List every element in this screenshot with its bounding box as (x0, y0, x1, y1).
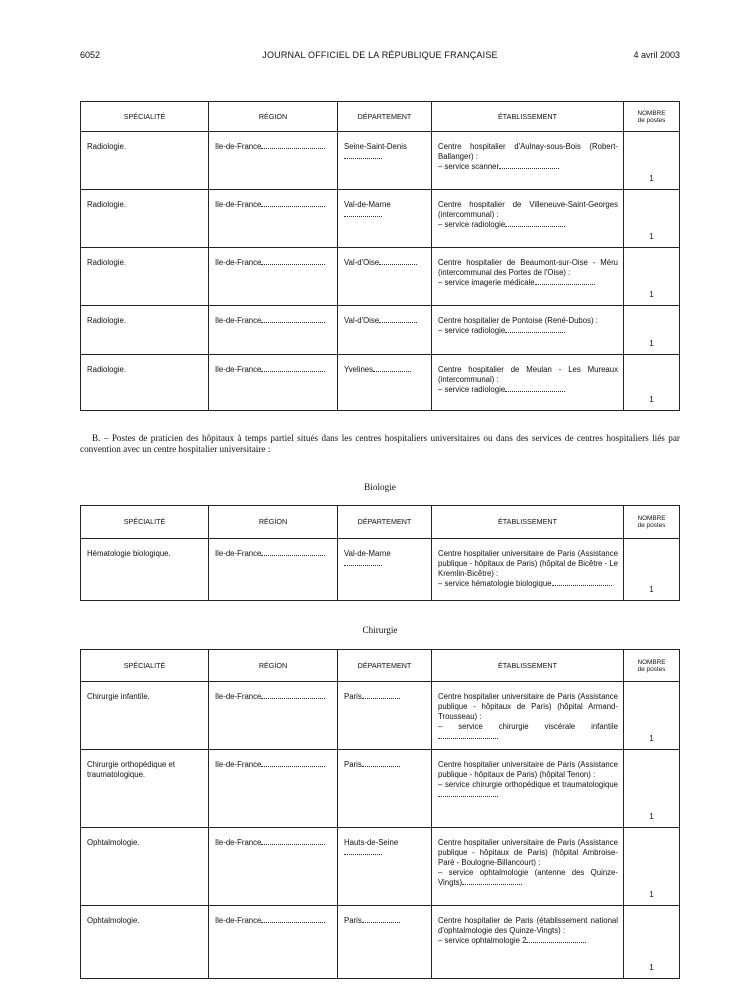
column-header-nombre: NOMBRE de postes (624, 102, 680, 132)
dot-leader (261, 549, 325, 556)
nombre-value: 1 (649, 290, 654, 299)
cell-departement (338, 682, 432, 750)
nombre-value: 1 (649, 963, 654, 972)
column-header-etablissement: ÉTABLISSEMENT (432, 506, 624, 539)
cell-etablissement (432, 306, 624, 355)
dot-leader (505, 220, 565, 227)
specialite-text: Radiologie. (87, 142, 127, 151)
page-number: 6052 (80, 50, 101, 60)
nombre-value: 1 (649, 395, 654, 404)
dot-leader (526, 936, 586, 943)
etablissement-text: Centre hospitalier de Meulan - Les Mureaux (intercommunal) : (438, 365, 618, 384)
radiology-posts-table (80, 101, 680, 411)
service-text: – service scanner (438, 162, 500, 171)
cell-departement (338, 306, 432, 355)
cell-region (209, 306, 338, 355)
etablissement-text: Centre hospitalier universitaire de Paris (Assistance publique - hôpitaux de Paris) (hôpital Tenon) : (438, 760, 618, 779)
region-text: Ile-de-France (215, 916, 262, 925)
region-text: Ile-de-France (215, 838, 262, 847)
column-header-etablissement: ÉTABLISSEMENT (432, 650, 624, 682)
nombre-value: 1 (649, 585, 654, 594)
region-text: Ile-de-France (215, 549, 262, 558)
cell-etablissement (432, 248, 624, 306)
nombre-value: 1 (649, 890, 654, 899)
table-row (81, 682, 680, 750)
dot-leader (535, 278, 595, 285)
specialite-text: Radiologie. (87, 316, 127, 325)
biology-posts-table (80, 505, 680, 601)
cell-region (209, 828, 338, 906)
departement-text: Val-d'Oise (344, 316, 380, 325)
etablissement-text: Centre hospitalier universitaire de Paris (Assistance publique - hôpitaux de Paris) (hôpital de Bicêtre - Le Kremlin-Bicêtre) : (438, 549, 618, 578)
service-line (438, 579, 618, 589)
dot-leader (373, 365, 411, 372)
dot-leader (344, 559, 382, 566)
column-header-region: RÉGION (209, 506, 338, 539)
specialite-text: Chirurgie infantile. (87, 692, 150, 701)
dot-leader (438, 732, 498, 739)
table-row (81, 828, 680, 906)
dot-leader (261, 200, 325, 207)
departement-text: Hauts-de-Seine (344, 838, 399, 847)
region-text: Ile-de-France (215, 316, 262, 325)
dot-leader (362, 916, 400, 923)
cell-departement (338, 906, 432, 979)
nombre-value: 1 (649, 812, 654, 821)
cell-etablissement (432, 906, 624, 979)
cell-departement (338, 828, 432, 906)
cell-nombre (624, 828, 680, 906)
specialite-text: Radiologie. (87, 258, 127, 267)
departement-text: Val-de-Marne (344, 200, 391, 209)
specialite-text: Hématologie biologique. (87, 549, 171, 558)
column-header-specialite: SPÉCIALITÉ (81, 506, 209, 539)
service-line (438, 722, 618, 742)
specialite-text: Ophtalmologie. (87, 838, 140, 847)
region-text: Ile-de-France (215, 692, 262, 701)
nombre-value: 1 (649, 232, 654, 241)
service-text: – service radiologie (438, 220, 506, 229)
dot-leader (462, 878, 522, 885)
service-text: – service ophtalmologie (antenne des Quinze-Vingts) (438, 868, 618, 887)
departement-text: Val-d'Oise (344, 258, 380, 267)
cell-nombre (624, 190, 680, 248)
cell-specialite (81, 190, 209, 248)
dot-leader (261, 258, 325, 265)
column-header-nombre: NOMBRE de postes (624, 650, 680, 682)
specialite-text: Radiologie. (87, 200, 127, 209)
cell-region (209, 248, 338, 306)
region-text: Ile-de-France (215, 258, 262, 267)
departement-text: Val-de-Marne (344, 549, 391, 558)
column-header-departement: DÉPARTEMENT (338, 102, 432, 132)
specialite-text: Radiologie. (87, 365, 127, 374)
service-line (438, 868, 618, 888)
departement-text: Paris (344, 760, 362, 769)
service-line (438, 936, 618, 946)
dot-leader (362, 760, 400, 767)
cell-departement (338, 190, 432, 248)
cell-region (209, 539, 338, 601)
surgery-posts-table (80, 649, 680, 979)
dot-leader (261, 760, 325, 767)
service-text: – service hématologie biologique (438, 579, 552, 588)
cell-specialite (81, 682, 209, 750)
cell-specialite (81, 355, 209, 411)
dot-leader (344, 848, 382, 855)
cell-departement (338, 355, 432, 411)
nombre-value: 1 (649, 734, 654, 743)
cell-region (209, 355, 338, 411)
service-text: – service radiologie (438, 326, 506, 335)
column-header-departement: DÉPARTEMENT (338, 506, 432, 539)
column-header-region: RÉGION (209, 102, 338, 132)
service-text: – service radiologie (438, 385, 506, 394)
etablissement-text: Centre hospitalier universitaire de Paris (Assistance publique - hôpitaux de Paris) (hôpital Armand-Trousseau) : (438, 692, 618, 721)
region-text: Ile-de-France (215, 142, 262, 151)
table-row (81, 355, 680, 411)
region-text: Ile-de-France (215, 200, 262, 209)
cell-specialite (81, 906, 209, 979)
cell-departement (338, 248, 432, 306)
cell-specialite (81, 750, 209, 828)
dot-leader (438, 790, 498, 797)
dot-leader (505, 385, 565, 392)
cell-etablissement (432, 682, 624, 750)
service-line (438, 162, 618, 172)
dot-leader (261, 692, 325, 699)
dot-leader (552, 579, 612, 586)
dot-leader (379, 258, 417, 265)
service-text: – service chirurgie viscérale infantile (438, 722, 618, 731)
dot-leader (261, 316, 325, 323)
paragraph-b: B. – Postes de praticien des hôpitaux à temps partiel situés dans les centres hospitaliers universitaires ou dans des services de centres hospitaliers liés par convention avec un centre hospitalier universitaire : (80, 433, 680, 454)
dot-leader (344, 152, 382, 159)
specialite-text: Chirurgie orthopédique et traumatologique. (87, 760, 175, 779)
specialite-text: Ophtalmologie. (87, 916, 140, 925)
table-row (81, 132, 680, 190)
dot-leader (261, 365, 325, 372)
cell-nombre (624, 682, 680, 750)
dot-leader (379, 316, 417, 323)
service-line (438, 326, 618, 336)
cell-nombre (624, 355, 680, 411)
etablissement-text: Centre hospitalier d'Aulnay-sous-Bois (Robert-Ballanger) : (438, 142, 618, 161)
service-line (438, 220, 618, 230)
column-header-etablissement: ÉTABLISSEMENT (432, 102, 624, 132)
departement-text: Yvelines (344, 365, 374, 374)
journal-title: JOURNAL OFFICIEL DE LA RÉPUBLIQUE FRANÇAISE (262, 50, 498, 60)
publication-date: 4 avril 2003 (633, 50, 680, 60)
cell-nombre (624, 539, 680, 601)
region-text: Ile-de-France (215, 760, 262, 769)
dot-leader (344, 210, 382, 217)
etablissement-text: Centre hospitalier de Beaumont-sur-Oise - Méru (intercommunal des Portes de l'Oise) : (438, 258, 618, 277)
dot-leader (261, 142, 325, 149)
table-row (81, 248, 680, 306)
dot-leader (261, 916, 325, 923)
service-line (438, 780, 618, 800)
cell-etablissement (432, 750, 624, 828)
section-title-chirurgie: Chirurgie (362, 625, 398, 635)
nombre-value: 1 (649, 174, 654, 183)
cell-nombre (624, 306, 680, 355)
cell-specialite (81, 248, 209, 306)
cell-specialite (81, 132, 209, 190)
table-header-row (81, 102, 680, 132)
table-row (81, 306, 680, 355)
dot-leader (499, 162, 559, 169)
service-text: – service ophtalmologie 2 (438, 936, 527, 945)
cell-nombre (624, 132, 680, 190)
service-line (438, 278, 618, 288)
table-row (81, 190, 680, 248)
cell-region (209, 906, 338, 979)
table-header-row (81, 506, 680, 539)
dot-leader (261, 838, 325, 845)
dot-leader (362, 692, 400, 699)
page-header (80, 50, 680, 64)
column-header-region: RÉGION (209, 650, 338, 682)
table-row (81, 539, 680, 601)
cell-nombre (624, 906, 680, 979)
cell-departement (338, 132, 432, 190)
service-text: – service chirurgie orthopédique et traumatologique (438, 780, 618, 789)
departement-text: Paris (344, 692, 362, 701)
table-header-row (81, 650, 680, 682)
cell-region (209, 190, 338, 248)
cell-etablissement (432, 190, 624, 248)
column-header-specialite: SPÉCIALITÉ (81, 650, 209, 682)
cell-specialite (81, 539, 209, 601)
cell-nombre (624, 248, 680, 306)
cell-etablissement (432, 355, 624, 411)
cell-specialite (81, 306, 209, 355)
region-text: Ile-de-France (215, 365, 262, 374)
cell-nombre (624, 750, 680, 828)
table-row (81, 750, 680, 828)
cell-etablissement (432, 132, 624, 190)
etablissement-text: Centre hospitalier de Pontoise (René-Dubos) : (438, 316, 598, 325)
departement-text: Seine-Saint-Denis (344, 142, 407, 151)
cell-etablissement (432, 539, 624, 601)
table-row (81, 906, 680, 979)
column-header-specialite: SPÉCIALITÉ (81, 102, 209, 132)
column-header-departement: DÉPARTEMENT (338, 650, 432, 682)
etablissement-text: Centre hospitalier de Villeneuve-Saint-Georges (intercommunal) : (438, 200, 618, 219)
cell-region (209, 132, 338, 190)
section-title-biologie: Biologie (364, 482, 396, 492)
cell-departement (338, 750, 432, 828)
dot-leader (505, 326, 565, 333)
etablissement-text: Centre hospitalier de Paris (établissement national d'ophtalmologie des Quinze-Vingts) : (438, 916, 618, 935)
cell-region (209, 750, 338, 828)
cell-etablissement (432, 828, 624, 906)
nombre-value: 1 (649, 339, 654, 348)
etablissement-text: Centre hospitalier universitaire de Paris (Assistance publique - hôpitaux de Paris) (hôpital Ambroise-Paré - Boulogne-Billancourt) : (438, 838, 618, 867)
service-text: – service imagerie médicale (438, 278, 535, 287)
cell-departement (338, 539, 432, 601)
cell-specialite (81, 828, 209, 906)
column-header-nombre: NOMBRE de postes (624, 506, 680, 539)
service-line (438, 385, 618, 395)
cell-region (209, 682, 338, 750)
departement-text: Paris (344, 916, 362, 925)
